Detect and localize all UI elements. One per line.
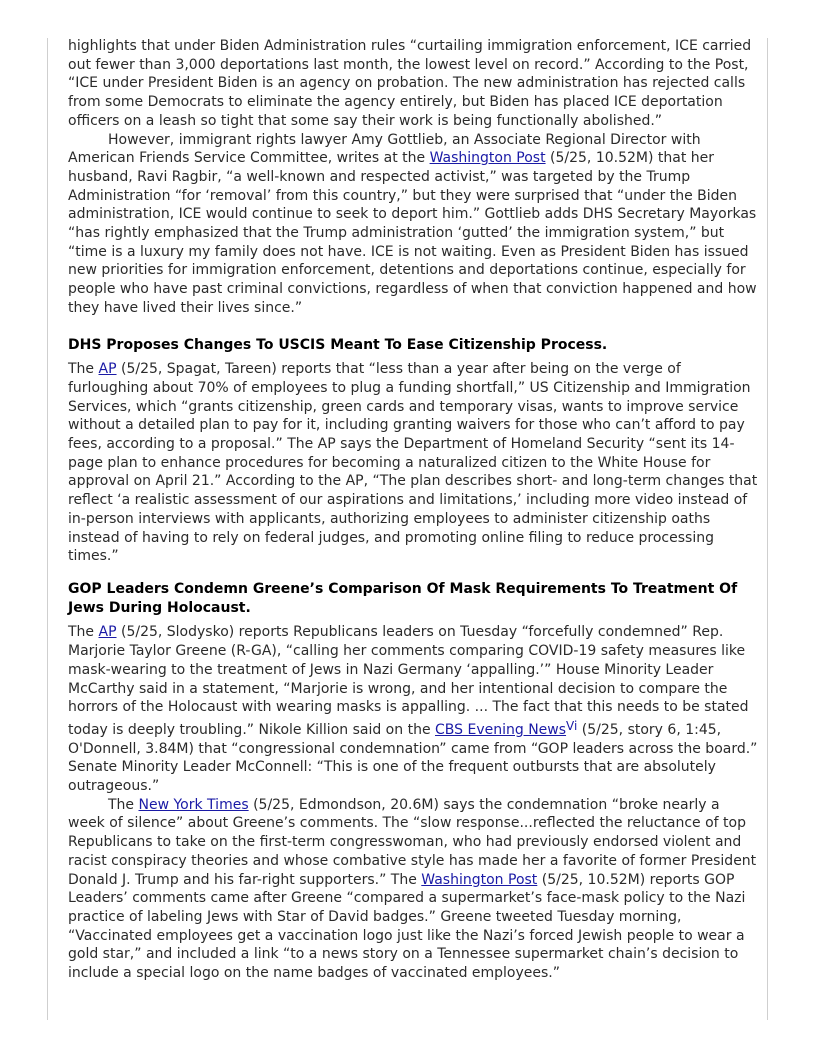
text-run: The xyxy=(68,361,99,378)
washington-post-link[interactable]: Washington Post xyxy=(421,871,538,888)
document-body xyxy=(68,37,758,983)
section-heading: GOP Leaders Condemn Greene’s Comparison Of Mask Requirements To Treatment Of Jews During Holocaust. xyxy=(68,580,738,616)
text-run: (5/25, Slodysko) reports Republicans leaders on Tuesday “forcefully condemned” Rep. Marjorie Taylor Greene (R-GA), “calling her comments comparing COVID-19 safety measures like mask-wearing to the treatment of Jews in Nazi Germany ‘appalling.’” House Minority Leader McCarthy said in a statement, “Marjorie is wrong, and her intentional decision to compare the horrors of the Holocaust with wearing masks is appalling. ... The fact that this needs to be stated today is deeply troubling.” Nikole Killion said on the xyxy=(68,624,749,738)
right-margin-rule xyxy=(767,38,768,1020)
left-margin-rule xyxy=(47,38,48,1020)
paragraph: highlights that under Biden Administration rules “curtailing immigration enforcement, ICE carried out fewer than 3,000 deportations last month, the lowest level on record.” According to the Post, “ICE under President Biden is an agency on probation. The new administration has rejected calls from some Democrats to eliminate the agency entirely, but Biden has placed ICE deportation officers on a leash so tight that some say their work is being functionally abolished.” xyxy=(68,38,752,129)
text-run: (5/25, Edmondson, 20.6M) says the condemnation “broke nearly a week of silence” about Greene’s comments. The “slow response...reflected the reluctance of top Republicans to take on the first-term congresswoman, who had previously endorsed violent and racist conspiracy theories and whose combative style has made her a favorite of former President Donald J. Trump and his far-right supporters.” The xyxy=(68,796,757,888)
text-run: (5/25, 10.52M) reports GOP Leaders’ comments came after Greene “compared a supermarket’s face-mask policy to the Nazi practice of labeling Jews with Star of David badges.” Greene tweeted Tuesday morning, “Vaccinated employees get a vaccination logo just like the Nazi’s forced Jewish people to wear a gold star,” and included a link “to a news story on a Tennessee supermarket chain’s decision to include a special logo on the name badges of vaccinated employees.” xyxy=(68,871,746,982)
text-run: (5/25, Spagat, Tareen) reports that “less than a year after being on the verge of furloughing about 70% of employees to plug a funding shortfall,” US Citizenship and Immigration Services, which “grants citizenship, green cards and temporary visas, wants to improve service without a detailed plan to pay for it, including granting waivers for those who can’t afford to pay fees, according to a proposal.” The AP says the Department of Homeland Security “sent its 14-page plan to enhance procedures for becoming a naturalized citizen to the White House for approval on April 21.” According to the AP, “The plan describes short- and long-term changes that reflect ‘a realistic assessment of our aspirations and limitations,’ including more video instead of in-person interviews with applicants, authorizing employees to administer citizenship oaths instead of having to rely on federal judges, and promoting online filing to reduce processing times.” xyxy=(68,361,758,565)
cbs-evening-news-link[interactable]: CBS Evening News xyxy=(435,721,567,738)
ap-link[interactable]: AP xyxy=(98,361,117,378)
paragraph xyxy=(68,796,758,983)
washington-post-link[interactable]: Washington Post xyxy=(429,150,546,167)
paragraph xyxy=(68,360,758,566)
text-run: (5/25, story 6, 1:45, O'Donnell, 3.84M) that “congressional condemnation” came from “GOP leaders across the board.” Senate Minority Leader McConnell: “This is one of the frequent outbursts that are absolutely outrageous.” xyxy=(68,721,758,795)
paragraph xyxy=(68,131,758,318)
ap-link[interactable]: AP xyxy=(98,624,117,641)
paragraph xyxy=(68,623,758,795)
text-run: (5/25, 10.52M) that her husband, Ravi Ragbir, “a well-known and respected activist,” was targeted by the Trump Administration “for ‘removal’ from this country,” but they were surprised that “under the Biden administration, ICE would continue to seek to deport him.” Gottlieb adds DHS Secretary Mayorkas “has rightly emphasized that the Trump administration ‘gutted’ the immigration system,” but “time is a luxury my family does not have. ICE is not waiting. Even as President Biden has issued new priorities for immigration enforcement, detentions and deportations continue, especially for people who have past criminal convictions, regardless of when that conviction happened and how they have lived their lives since.” xyxy=(68,150,757,316)
section-heading: DHS Proposes Changes To USCIS Meant To Ease Citizenship Process. xyxy=(68,336,608,353)
text-run: The xyxy=(68,624,99,641)
text-run: However, immigrant rights lawyer Amy Gottlieb, an Associate Regional Director with American Friends Service Committee, writes at the xyxy=(68,131,701,167)
new-york-times-link[interactable]: New York Times xyxy=(138,796,249,813)
video-indicator[interactable]: Vi xyxy=(566,718,578,733)
text-run: The xyxy=(108,796,139,813)
